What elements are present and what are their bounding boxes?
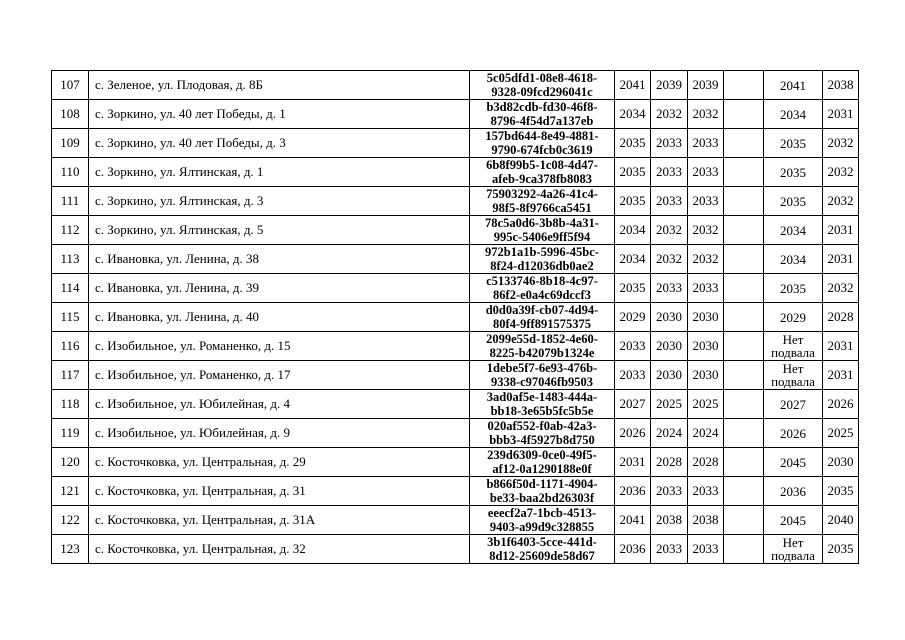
- guid-line-2: 8f24-d12036db0ae2: [490, 259, 594, 273]
- row-number-cell: 111: [52, 187, 89, 216]
- year-cell-1: 2026: [615, 419, 651, 448]
- buildings-table: [51, 70, 859, 564]
- table-row: [52, 274, 859, 303]
- row-number-cell: 116: [52, 332, 89, 361]
- guid-line-1: b3d82cdb-fd30-46f8-: [486, 100, 598, 114]
- row-number-cell: 122: [52, 506, 89, 535]
- year-cell-3: 2033: [688, 129, 724, 158]
- empty-cell: [724, 100, 764, 129]
- empty-cell: [724, 332, 764, 361]
- year-cell-6: 2026: [823, 390, 859, 419]
- guid-line-2: 8225-b42079b1324e: [489, 346, 595, 360]
- year-cell-1: 2035: [615, 158, 651, 187]
- basement-year-cell: 2041: [764, 71, 823, 100]
- year-cell-2: 2039: [651, 71, 688, 100]
- year-cell-3: 2033: [688, 274, 724, 303]
- year-cell-6: 2031: [823, 361, 859, 390]
- empty-cell: [724, 448, 764, 477]
- year-cell-3: 2033: [688, 187, 724, 216]
- guid-line-2: 80f4-9ff891575375: [493, 317, 591, 331]
- year-cell-2: 2032: [651, 100, 688, 129]
- empty-cell: [724, 419, 764, 448]
- empty-cell: [724, 477, 764, 506]
- row-number-cell: 123: [52, 535, 89, 564]
- table-row: [52, 216, 859, 245]
- guid-line-1: 020af552-f0ab-42a3-: [487, 419, 597, 433]
- year-cell-2: 2030: [651, 332, 688, 361]
- year-cell-3: 2032: [688, 100, 724, 129]
- year-cell-2: 2032: [651, 216, 688, 245]
- row-number-cell: 114: [52, 274, 89, 303]
- year-cell-2: 2028: [651, 448, 688, 477]
- empty-cell: [724, 158, 764, 187]
- guid-cell: [470, 274, 615, 303]
- year-cell-6: 2035: [823, 535, 859, 564]
- row-number-cell: 121: [52, 477, 89, 506]
- guid-line-2: bb18-3e65b5fc5b5e: [490, 404, 594, 418]
- guid-cell: [470, 448, 615, 477]
- guid-line-1: 1debe5f7-6e93-476b-: [486, 361, 598, 375]
- row-number-cell: 117: [52, 361, 89, 390]
- guid-cell: [470, 390, 615, 419]
- address-cell: с. Косточковка, ул. Центральная, д. 31: [89, 477, 470, 506]
- row-number-cell: 107: [52, 71, 89, 100]
- guid-cell: [470, 71, 615, 100]
- row-number-cell: 112: [52, 216, 89, 245]
- row-number-cell: 120: [52, 448, 89, 477]
- year-cell-2: 2033: [651, 274, 688, 303]
- year-cell-6: 2031: [823, 245, 859, 274]
- year-cell-3: 2038: [688, 506, 724, 535]
- year-cell-6: 2030: [823, 448, 859, 477]
- guid-cell: [470, 332, 615, 361]
- year-cell-6: 2032: [823, 158, 859, 187]
- year-cell-1: 2027: [615, 390, 651, 419]
- empty-cell: [724, 390, 764, 419]
- address-cell: с. Зоркино, ул. Ялтинская, д. 1: [89, 158, 470, 187]
- basement-year-cell: 2026: [764, 419, 823, 448]
- year-cell-2: 2030: [651, 303, 688, 332]
- guid-line-2: af12-0a1290188e0f: [492, 462, 592, 476]
- empty-cell: [724, 245, 764, 274]
- year-cell-2: 2033: [651, 477, 688, 506]
- year-cell-2: 2030: [651, 361, 688, 390]
- year-cell-3: 2033: [688, 477, 724, 506]
- empty-cell: [724, 71, 764, 100]
- guid-cell: [470, 419, 615, 448]
- table-row: [52, 245, 859, 274]
- row-number-cell: 115: [52, 303, 89, 332]
- guid-line-1: eeecf2a7-1bcb-4513-: [487, 506, 597, 520]
- guid-line-1: d0d0a39f-cb07-4d94-: [485, 303, 599, 317]
- year-cell-6: 2025: [823, 419, 859, 448]
- guid-line-2: 9328-09fcd296041c: [491, 85, 593, 99]
- year-cell-3: 2030: [688, 361, 724, 390]
- basement-year-cell: 2045: [764, 448, 823, 477]
- basement-year-cell: 2034: [764, 216, 823, 245]
- address-cell: с. Ивановка, ул. Ленина, д. 40: [89, 303, 470, 332]
- year-cell-3: 2030: [688, 332, 724, 361]
- row-number-cell: 118: [52, 390, 89, 419]
- year-cell-1: 2035: [615, 187, 651, 216]
- row-number-cell: 119: [52, 419, 89, 448]
- table-row: [52, 361, 859, 390]
- guid-line-1: 75903292-4a26-41c4-: [486, 187, 598, 201]
- basement-year-cell: 2035: [764, 274, 823, 303]
- year-cell-1: 2034: [615, 245, 651, 274]
- year-cell-3: 2033: [688, 535, 724, 564]
- table-row: [52, 71, 859, 100]
- empty-cell: [724, 506, 764, 535]
- address-cell: с. Зеленое, ул. Плодовая, д. 8Б: [89, 71, 470, 100]
- basement-year-cell: 2029: [764, 303, 823, 332]
- guid-line-1: c5133746-8b18-4c97-: [486, 274, 598, 288]
- year-cell-3: 2032: [688, 216, 724, 245]
- empty-cell: [724, 216, 764, 245]
- guid-cell: [470, 361, 615, 390]
- year-cell-3: 2030: [688, 303, 724, 332]
- guid-line-2: bbb3-4f5927b8d750: [489, 433, 595, 447]
- year-cell-3: 2028: [688, 448, 724, 477]
- guid-cell: [470, 100, 615, 129]
- year-cell-1: 2034: [615, 100, 651, 129]
- guid-cell: [470, 245, 615, 274]
- year-cell-6: 2031: [823, 216, 859, 245]
- address-cell: с. Изобильное, ул. Романенко, д. 17: [89, 361, 470, 390]
- address-cell: с. Изобильное, ул. Юбилейная, д. 4: [89, 390, 470, 419]
- basement-year-cell: 2045: [764, 506, 823, 535]
- guid-cell: [470, 506, 615, 535]
- address-cell: с. Зоркино, ул. 40 лет Победы, д. 1: [89, 100, 470, 129]
- guid-line-1: 3ad0af5e-1483-444a-: [486, 390, 598, 404]
- basement-year-cell: Нет подвала: [764, 361, 823, 390]
- row-number-cell: 108: [52, 100, 89, 129]
- year-cell-1: 2029: [615, 303, 651, 332]
- guid-line-2: 995c-5406e9ff5f94: [493, 230, 591, 244]
- basement-year-cell: 2036: [764, 477, 823, 506]
- year-cell-6: 2032: [823, 187, 859, 216]
- address-cell: с. Зоркино, ул. 40 лет Победы, д. 3: [89, 129, 470, 158]
- year-cell-2: 2032: [651, 245, 688, 274]
- row-number-cell: 110: [52, 158, 89, 187]
- guid-cell: [470, 216, 615, 245]
- year-cell-3: 2039: [688, 71, 724, 100]
- year-cell-2: 2033: [651, 187, 688, 216]
- year-cell-6: 2035: [823, 477, 859, 506]
- year-cell-1: 2031: [615, 448, 651, 477]
- table-row: [52, 419, 859, 448]
- table-row: [52, 129, 859, 158]
- table-row: [52, 390, 859, 419]
- year-cell-2: 2025: [651, 390, 688, 419]
- year-cell-6: 2040: [823, 506, 859, 535]
- guid-line-1: 6b8f99b5-1c08-4d47-: [486, 158, 598, 172]
- address-cell: с. Косточковка, ул. Центральная, д. 31А: [89, 506, 470, 535]
- guid-line-2: 8796-4f54d7a137eb: [490, 114, 594, 128]
- guid-line-2: 86f2-e0a4c69dccf3: [493, 288, 591, 302]
- year-cell-2: 2024: [651, 419, 688, 448]
- year-cell-1: 2035: [615, 129, 651, 158]
- guid-line-1: 157bd644-8e49-4881-: [485, 129, 599, 143]
- year-cell-1: 2036: [615, 535, 651, 564]
- year-cell-6: 2031: [823, 332, 859, 361]
- address-cell: с. Косточковка, ул. Центральная, д. 32: [89, 535, 470, 564]
- basement-year-cell: 2035: [764, 129, 823, 158]
- guid-cell: [470, 477, 615, 506]
- guid-line-1: 972b1a1b-5996-45bc-: [485, 245, 599, 259]
- guid-line-2: be33-baa2bd26303f: [489, 491, 595, 505]
- year-cell-6: 2031: [823, 100, 859, 129]
- table-row: [52, 332, 859, 361]
- guid-cell: [470, 303, 615, 332]
- basement-year-cell: 2034: [764, 100, 823, 129]
- guid-line-2: 9403-a99d9c328855: [489, 520, 595, 534]
- table-row: [52, 535, 859, 564]
- guid-line-1: b866f50d-1171-4904-: [486, 477, 598, 491]
- address-cell: с. Ивановка, ул. Ленина, д. 39: [89, 274, 470, 303]
- address-cell: с. Зоркино, ул. Ялтинская, д. 3: [89, 187, 470, 216]
- empty-cell: [724, 187, 764, 216]
- row-number-cell: 113: [52, 245, 89, 274]
- address-cell: с. Ивановка, ул. Ленина, д. 38: [89, 245, 470, 274]
- empty-cell: [724, 303, 764, 332]
- year-cell-1: 2033: [615, 332, 651, 361]
- year-cell-6: 2038: [823, 71, 859, 100]
- guid-line-1: 78c5a0d6-3b8b-4a31-: [485, 216, 599, 230]
- year-cell-1: 2041: [615, 71, 651, 100]
- address-cell: с. Изобильное, ул. Романенко, д. 15: [89, 332, 470, 361]
- guid-cell: [470, 129, 615, 158]
- basement-year-cell: Нет подвала: [764, 332, 823, 361]
- year-cell-1: 2041: [615, 506, 651, 535]
- year-cell-1: 2035: [615, 274, 651, 303]
- address-cell: с. Зоркино, ул. Ялтинская, д. 5: [89, 216, 470, 245]
- year-cell-3: 2024: [688, 419, 724, 448]
- year-cell-3: 2032: [688, 245, 724, 274]
- table-row: [52, 506, 859, 535]
- empty-cell: [724, 535, 764, 564]
- year-cell-3: 2025: [688, 390, 724, 419]
- table-row: [52, 158, 859, 187]
- year-cell-6: 2028: [823, 303, 859, 332]
- table-row: [52, 477, 859, 506]
- guid-line-2: 9790-674fcb0c3619: [491, 143, 593, 157]
- basement-year-cell: 2027: [764, 390, 823, 419]
- year-cell-1: 2034: [615, 216, 651, 245]
- guid-line-2: afeb-9ca378fb8083: [492, 172, 592, 186]
- guid-cell: [470, 187, 615, 216]
- year-cell-2: 2038: [651, 506, 688, 535]
- year-cell-2: 2033: [651, 158, 688, 187]
- address-cell: с. Изобильное, ул. Юбилейная, д. 9: [89, 419, 470, 448]
- year-cell-6: 2032: [823, 129, 859, 158]
- guid-line-2: 8d12-25609de58d67: [489, 549, 595, 563]
- empty-cell: [724, 361, 764, 390]
- empty-cell: [724, 129, 764, 158]
- year-cell-2: 2033: [651, 129, 688, 158]
- basement-year-cell: 2035: [764, 187, 823, 216]
- table-row: [52, 100, 859, 129]
- basement-year-cell: 2034: [764, 245, 823, 274]
- guid-line-1: 239d6309-0ce0-49f5-: [487, 448, 597, 462]
- table-row: [52, 448, 859, 477]
- empty-cell: [724, 274, 764, 303]
- basement-year-cell: Нет подвала: [764, 535, 823, 564]
- basement-year-cell: 2035: [764, 158, 823, 187]
- year-cell-1: 2033: [615, 361, 651, 390]
- guid-cell: [470, 158, 615, 187]
- year-cell-1: 2036: [615, 477, 651, 506]
- year-cell-2: 2033: [651, 535, 688, 564]
- guid-line-2: 98f5-8f9766ca5451: [492, 201, 592, 215]
- table-body: [52, 71, 859, 564]
- table-row: [52, 187, 859, 216]
- year-cell-3: 2033: [688, 158, 724, 187]
- row-number-cell: 109: [52, 129, 89, 158]
- year-cell-6: 2032: [823, 274, 859, 303]
- guid-line-1: 3b1f6403-5cce-441d-: [487, 535, 597, 549]
- guid-line-2: 9338-c97046fb9503: [490, 375, 594, 389]
- guid-line-1: 5c05dfd1-08e8-4618-: [486, 71, 598, 85]
- table-row: [52, 303, 859, 332]
- guid-line-1: 2099e55d-1852-4e60-: [486, 332, 598, 346]
- address-cell: с. Косточковка, ул. Центральная, д. 29: [89, 448, 470, 477]
- guid-cell: [470, 535, 615, 564]
